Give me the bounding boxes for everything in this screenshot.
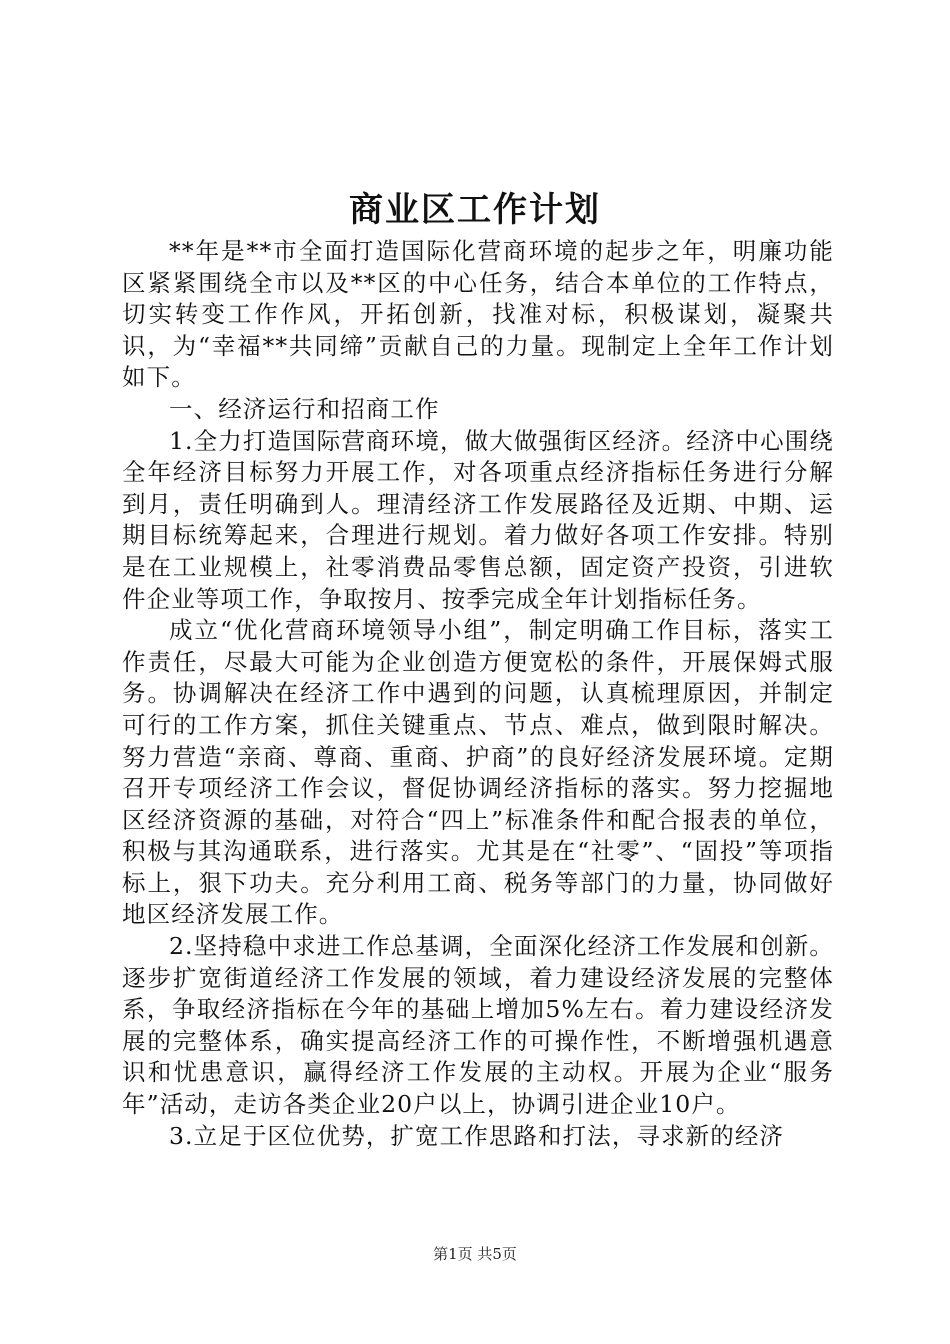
- paragraph-leading-group: 成立“优化营商环境领导小组”，制定明确工作目标，落实工作责任，尽最大可能为企业创造方便宽松的条件，开展保姆式服务。协调解决在经济工作中遇到的问题，认真梳理原因，并制定可行的工作方案，抓住关键重点、节点、难点，做到限时解决。努力营造“亲商、尊商、重商、护商”的良好经济发展环境。定期召开专项经济工作会议，督促协调经济指标的落实。努力挖掘地区经济资源的基础，对符合“四上”标准条件和配合报表的单位，积极与其沟通联系，进行落实。尤其是在“社零”、“固投”等项指标上，狠下功夫。充分利用工商、税务等部门的力量，协同做好地区经济发展工作。: [122, 616, 834, 929]
- page-footer: 第1页 共5页: [433, 1245, 517, 1263]
- section-heading-economy: 一、经济运行和招商工作: [169, 394, 440, 423]
- document-body: [122, 236, 834, 1152]
- paragraph-intro: **年是**市全面打造国际化营商环境的起步之年，明廉功能区紧紧围绕全市以及**区的中心任务，结合本单位的工作特点，切实转变工作作风，开拓创新，找准对标，积极谋划，凝聚共识，为“幸福**共同缔”贡献自己的力量。现制定上全年工作计划如下。: [122, 237, 834, 392]
- paragraph-item-2: 2.坚持稳中求进工作总基调，全面深化经济工作发展和创新。逐步扩宽街道经济工作发展的领域，着力建设经济发展的完整体系，争取经济指标在今年的基础上增加5%左右。着力建设经济发展的完整体系，确实提高经济工作的可操作性，不断增强机遇意识和忧患意识，赢得经济工作发展的主动权。开展为企业“服务年”活动，走访各类企业20户以上，协调引进企业10户。: [122, 932, 834, 1119]
- paragraph-item-3: 3.立足于区位优势，扩宽工作思路和打法，寻求新的经济: [169, 1121, 785, 1150]
- document-title: 商业区工作计划: [349, 190, 601, 230]
- paragraph-item-1: 1.全力打造国际营商环境，做大做强街区经济。经济中心围绕全年经济目标努力开展工作，对各项重点经济指标任务进行分解到月，责任明确到人。理清经济工作发展路径及近期、中期、运期目标统筹起来，合理进行规划。着力做好各项工作安排。特别是在工业规模上，社零消费品零售总额，固定资产投资，引进软件企业等项工作，争取按月、按季完成全年计划指标任务。: [122, 426, 834, 613]
